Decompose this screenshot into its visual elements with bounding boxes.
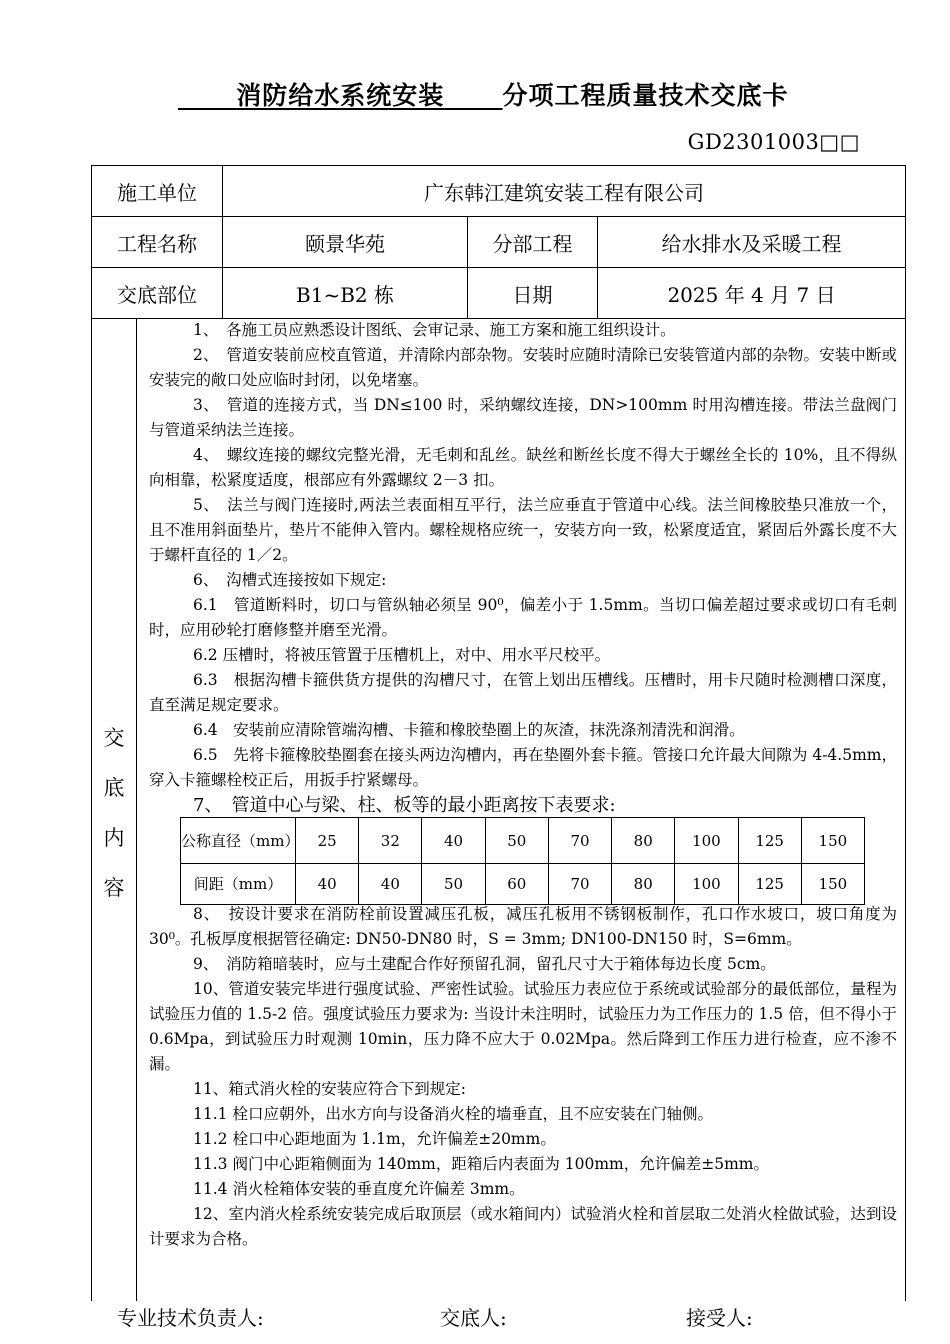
document-title: [178, 76, 838, 112]
side-char-1: 交: [103, 726, 125, 750]
diameter-label: 公称直径（mm）: [181, 818, 296, 864]
paragraph-3: 3、 管道的连接方式，当 DN≤100 时，采纳螺纹连接，DN>100mm 时用沟槽连接。带法兰盘阀门与管道采纳法兰连接。: [149, 396, 897, 439]
diameter-cell: 125: [738, 818, 801, 864]
paragraph-2: 2、 管道安装前应校直管道，并清除内部杂物。安装时应随时清除已安装管道内部的杂物。安装中断或安装完的敞口处应临时封闭，以免堵塞。: [149, 346, 897, 389]
header-table: [91, 165, 906, 319]
signature-row: [0, 1302, 950, 1344]
diameter-cell: 32: [359, 818, 422, 864]
diameter-cell: 100: [675, 818, 738, 864]
content-body-continued: [149, 902, 897, 1252]
receiver-signature: 接受人:: [686, 1306, 753, 1330]
distance-cell: 40: [296, 864, 359, 905]
date-label: 日期: [468, 268, 598, 319]
paragraph-1: 1、 各施工员应熟悉设计图纸、会审记录、施工方案和施工组织设计。: [193, 321, 676, 339]
paragraph-6-4: 6.4 安装前应清除管端沟槽、卡箍和橡胶垫圈上的灰渣，抹洗涤剂清洗和润滑。: [193, 721, 745, 739]
paragraph-11-3: 11.3 阀门中心距箱侧面为 140mm，距箱后内表面为 100mm，允许偏差±5mm。: [193, 1155, 769, 1173]
distance-table: [180, 817, 865, 905]
project-row: [92, 217, 906, 268]
distance-cell: 40: [359, 864, 422, 905]
content-body: [149, 318, 897, 818]
paragraph-6-3: 6.3 根据沟槽卡箍供货方提供的沟槽尺寸，在管上划出压槽线。压槽时，用卡尺随时检测槽口深度，直至满足规定要求。: [149, 671, 897, 714]
diameter-cell: 80: [612, 818, 675, 864]
title-suffix: 分项工程质量技术交底卡: [502, 81, 789, 110]
company-label: 施工单位: [92, 166, 223, 217]
diameter-row: [181, 818, 865, 864]
paragraph-4: 4、 螺纹连接的螺纹完整光滑，无毛刺和乱丝。缺丝和断丝长度不得大于螺丝全长的 10%，且不得纵向相靠，松紧度适度，根部应有外露螺纹 2－3 扣。: [149, 446, 897, 489]
distance-cell: 150: [801, 864, 864, 905]
company-value: 广东韩江建筑安装工程有限公司: [223, 166, 906, 217]
paragraph-6: 6、 沟槽式连接按如下规定:: [193, 571, 387, 589]
title-subject: 消防给水系统安装: [236, 81, 445, 110]
date-value: 2025 年 4 月 7 日: [598, 268, 906, 319]
paragraph-11: 11、箱式消火栓的安装应符合下到规定:: [193, 1080, 466, 1098]
paragraph-11-1: 11.1 栓口应朝外，出水方向与设备消火栓的墙垂直，且不应安装在门轴侧。: [193, 1105, 713, 1123]
presenter-signature: 交底人:: [440, 1306, 507, 1330]
subpart-label: 分部工程: [468, 217, 598, 268]
paragraph-8: 8、 按设计要求在消防栓前设置减压孔板，减压孔板用不锈钢板制作，孔口作水坡口，坡口角度为 30⁰。孔板厚度根据管径确定: DN50-DN80 时，S = 3mm; DN100-DN150 时，S=6mm。: [149, 905, 897, 948]
paragraph-11-2: 11.2 栓口中心距地面为 1.1m，允许偏差±20mm。: [193, 1130, 556, 1148]
diameter-cell: 25: [296, 818, 359, 864]
distance-cell: 80: [612, 864, 675, 905]
paragraph-6-2: 6.2 压槽时，将被压管置于压槽机上，对中、用水平尺校平。: [193, 646, 611, 664]
distance-cell: 70: [548, 864, 611, 905]
paragraph-5: 5、 法兰与阀门连接时,两法兰表面相互平行，法兰应垂直于管道中心线。法兰间橡胶垫只准放一个，且不准用斜面垫片，垫片不能伸入管内。螺栓规格应统一，安装方向一致，松紧度适宜，紧固后外露长度不大于螺杆直径的 1／2。: [149, 496, 897, 564]
tech-lead-signature: 专业技术负责人:: [117, 1306, 264, 1330]
distance-label: 间距（mm）: [181, 864, 296, 905]
company-row: [92, 166, 906, 217]
paragraph-11-4: 11.4 消火栓箱体安装的垂直度允许偏差 3mm。: [193, 1180, 525, 1198]
diameter-cell: 150: [801, 818, 864, 864]
diameter-cell: 40: [422, 818, 485, 864]
location-label: 交底部位: [92, 268, 223, 319]
side-char-3: 内: [103, 826, 125, 850]
diameter-cell: 70: [548, 818, 611, 864]
diameter-cell: 50: [485, 818, 548, 864]
paragraph-9: 9、 消防箱暗装时，应与土建配合作好预留孔洞，留孔尺寸大于箱体每边长度 5cm。: [193, 955, 776, 973]
paragraph-10: 10、管道安装完毕进行强度试验、严密性试验。试验压力表应位于系统或试验部分的最低部位，量程为试验压力值的 1.5-2 倍。强度试验压力要求为: 当设计未注明时，试验压力为工作压力的 1.5 倍，但不得小于 0.6Mpa，到试验压力时观测 10min，压力降不应大于 0.02Mpa。然后降到工作压力进行检查，应不渗不漏。: [149, 980, 897, 1073]
content-side-label: [92, 318, 137, 1301]
project-label: 工程名称: [92, 217, 223, 268]
distance-cell: 125: [738, 864, 801, 905]
paragraph-6-5: 6.5 先将卡箍橡胶垫圈套在接头两边沟槽内，再在垫圈外套卡箍。管接口允许最大间隙为 4-4.5mm，穿入卡箍螺栓校正后，用扳手拧紧螺母。: [149, 746, 897, 789]
paragraph-6-1: 6.1 管道断料时，切口与管纵轴必须呈 90⁰，偏差小于 1.5mm。当切口偏差超过要求或切口有毛刺时，应用砂轮打磨修整并磨至光滑。: [149, 596, 897, 639]
document-code: GD2301003□□: [687, 130, 860, 154]
paragraph-12: 12、室内消火栓系统安装完成后取顶层（或水箱间内）试验消火栓和首层取二处消火栓做试验，达到设计要求为合格。: [149, 1205, 897, 1248]
distance-cell: 50: [422, 864, 485, 905]
paragraph-7: 7、 管道中心与梁、柱、板等的最小距离按下表要求:: [193, 795, 616, 816]
distance-cell: 60: [485, 864, 548, 905]
side-char-4: 容: [103, 876, 125, 900]
distance-row: [181, 864, 865, 905]
side-char-2: 底: [103, 776, 125, 800]
subpart-value: 给水排水及采暖工程: [598, 217, 906, 268]
distance-cell: 100: [675, 864, 738, 905]
location-value: B1~B2 栋: [223, 268, 468, 319]
project-value: 颐景华苑: [223, 217, 468, 268]
location-row: [92, 268, 906, 319]
